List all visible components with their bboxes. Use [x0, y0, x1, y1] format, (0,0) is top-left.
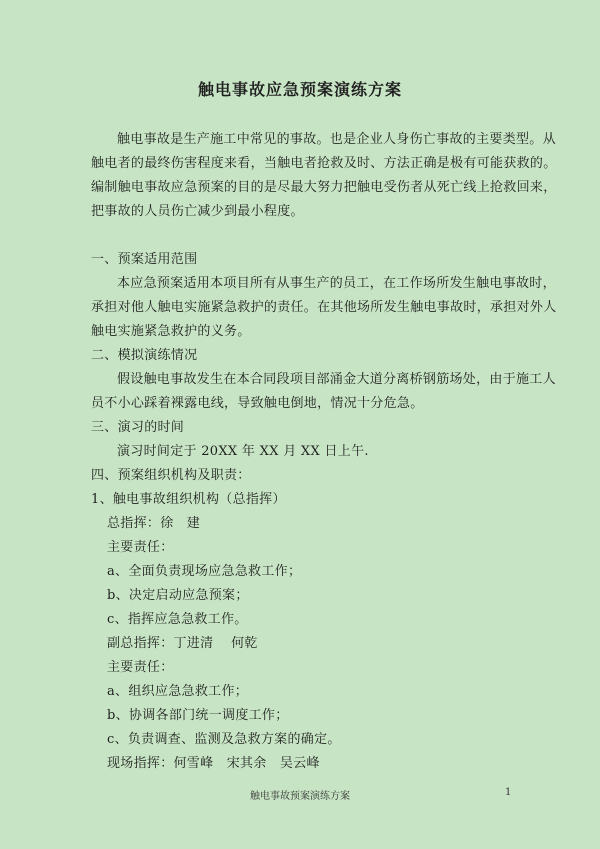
- duty-item: c、指挥应急急救工作。: [107, 612, 248, 627]
- duty-item: c、负责调查、监测及急救方案的确定。: [107, 732, 341, 747]
- section-heading: 二、模拟演练情况: [91, 348, 198, 363]
- duty-item: a、全面负责现场应急急救工作；: [107, 564, 302, 579]
- commander-line: 总指挥：徐 建: [107, 516, 201, 531]
- duty-item: b、决定启动应急预案；: [107, 588, 249, 603]
- section-body-line: 本应急预案适用本项目所有从事生产的员工，在工作场所发生触电事故时，: [117, 276, 556, 291]
- section-body-line: 假设触电事故发生在本合同段项目部涌金大道分离桥钢筋场处，由于施工人: [117, 372, 556, 387]
- duties-label: 主要责任：: [107, 660, 174, 675]
- section-body-line: 触电实施紧急救护的义务。: [91, 324, 251, 339]
- section-heading: 四、预案组织机构及职责：: [91, 468, 251, 483]
- duties-label: 主要责任：: [107, 540, 174, 555]
- section-body-line: 承担对他人触电实施紧急救护的责任。在其他场所发生触电事故时，承担对外人: [91, 300, 557, 315]
- duty-item: b、协调各部门统一调度工作；: [107, 708, 289, 723]
- subsection-heading: 1、触电事故组织机构（总指挥）: [91, 492, 286, 507]
- intro-line: 编制触电事故应急预案的目的是尽最大努力把触电受伤者从死亡线上抢救回来，: [91, 180, 557, 195]
- section-heading: 三、演习的时间: [91, 420, 185, 435]
- site-commander-line: 现场指挥：何雪峰 宋其余 吴云峰: [107, 756, 320, 771]
- intro-line: 触电事故是生产施工中常见的事故。也是企业人身伤亡事故的主要类型。从: [117, 132, 556, 147]
- page-number: 1: [505, 787, 512, 798]
- section-body-line: 演习时间定于 20XX 年 XX 月 XX 日上午.: [117, 444, 369, 459]
- page-title: 触电事故应急预案演练方案: [197, 80, 402, 99]
- deputy-commander-line: 副总指挥：丁进清 何乾: [107, 636, 258, 651]
- intro-line: 把事故的人员伤亡减少到最小程度。: [91, 204, 304, 219]
- footer-text: 触电事故预案演练方案: [250, 791, 350, 802]
- section-heading: 一、预案适用范围: [91, 252, 198, 267]
- section-body-line: 员不小心踩着裸露电线，导致触电倒地，情况十分危急。: [91, 396, 424, 411]
- intro-line: 触电者的最终伤害程度来看，当触电者抢救及时、方法正确是极有可能获救的。: [91, 156, 557, 171]
- duty-item: a、组织应急急救工作；: [107, 684, 249, 699]
